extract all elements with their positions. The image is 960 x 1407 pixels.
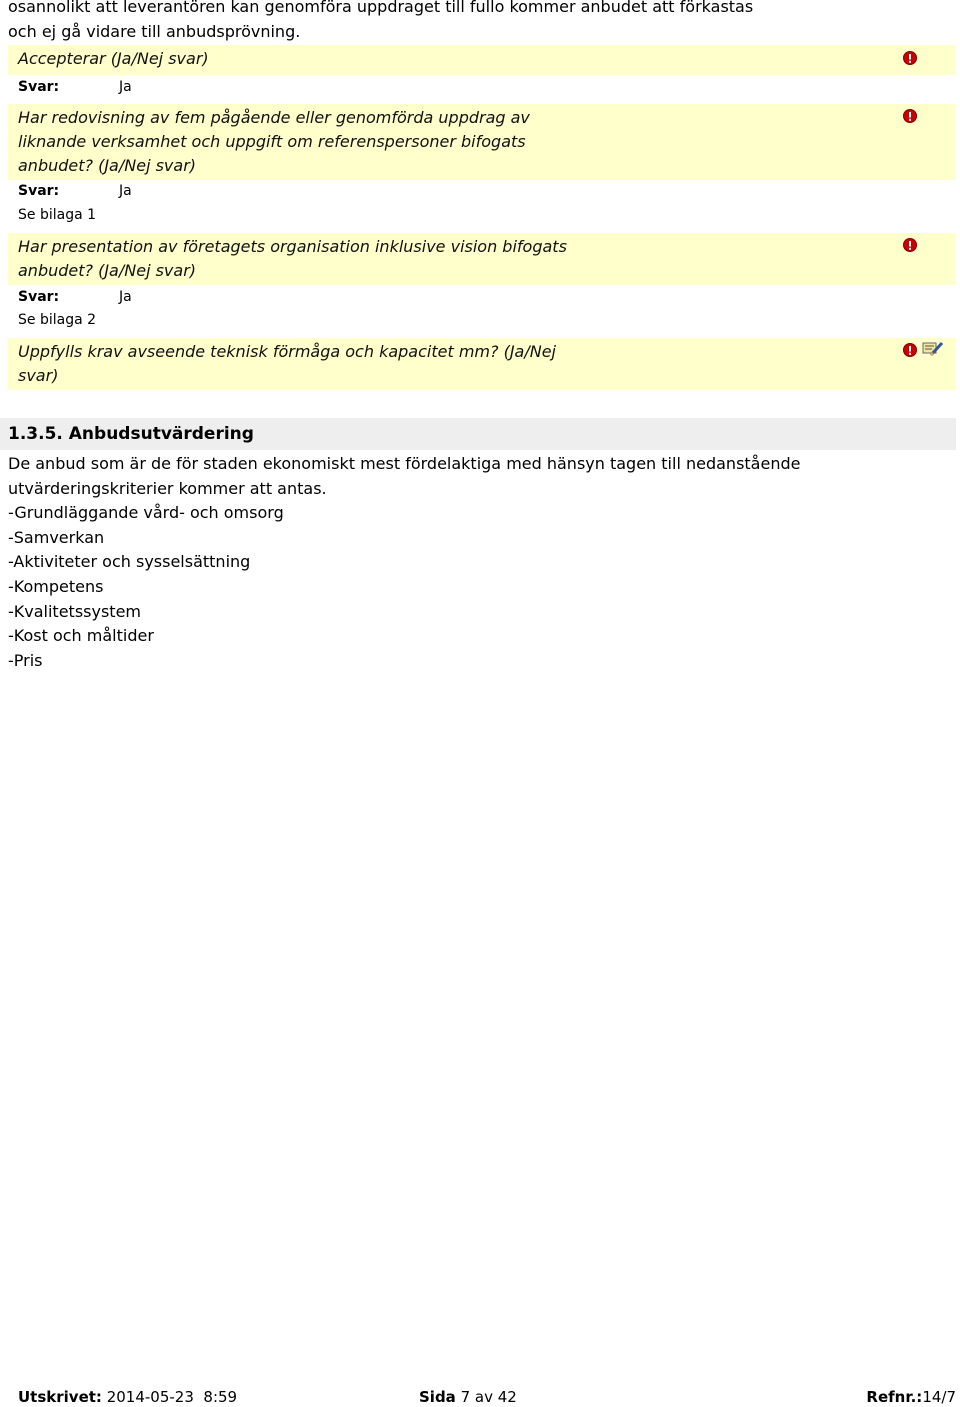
comment-pencil-icon[interactable] bbox=[922, 340, 944, 358]
intro-paragraph bbox=[8, 0, 948, 44]
intro-line-2: och ej gå vidare till anbudsprövning. bbox=[8, 22, 301, 41]
question-1 bbox=[8, 45, 956, 75]
answer-value: Ja bbox=[119, 289, 132, 305]
section-paragraph: De anbud som är de för staden ekonomiskt mest fördelaktiga med hänsyn tagen till nedanstående utvärderingskriterier kommer att antas. bbox=[8, 454, 801, 498]
criteria-item: -Samverkan bbox=[8, 527, 105, 547]
footer-printed-value: 2014-05-23 8:59 bbox=[106, 1388, 238, 1406]
criteria-item: -Kompetens bbox=[8, 576, 104, 596]
question-2-answer bbox=[18, 181, 132, 201]
warning-icon bbox=[903, 109, 917, 123]
question-2 bbox=[8, 104, 956, 180]
footer-printed bbox=[18, 1387, 237, 1407]
question-1-text: Accepterar (Ja/Nej svar) bbox=[18, 49, 209, 68]
question-4-text: Uppfylls krav avseende teknisk förmåga och kapacitet mm? (Ja/Nej svar) bbox=[18, 342, 556, 385]
question-1-answer bbox=[18, 77, 132, 97]
criteria-item: -Grundläggande vård- och omsorg bbox=[8, 503, 284, 523]
question-4 bbox=[8, 338, 956, 390]
answer-label: Svar: bbox=[18, 79, 60, 95]
criteria-item: -Kost och måltider bbox=[8, 626, 154, 646]
question-2-note: Se bilaga 1 bbox=[18, 207, 97, 223]
question-3-note: Se bilaga 2 bbox=[18, 312, 97, 328]
footer-ref-value: 14/7 bbox=[922, 1388, 956, 1406]
question-3-answer bbox=[18, 287, 132, 307]
criteria-item: -Pris bbox=[8, 650, 43, 670]
answer-value: Ja bbox=[119, 79, 132, 95]
warning-icon bbox=[903, 238, 917, 252]
section-body bbox=[8, 452, 948, 673]
answer-value: Ja bbox=[119, 183, 132, 199]
question-3 bbox=[8, 233, 956, 285]
answer-label: Svar: bbox=[18, 289, 60, 305]
question-2-text: Har redovisning av fem pågående eller genomförda uppdrag av liknande verksamhet och uppgift om referenspersoner bifogats anbudet? (Ja/Nej svar) bbox=[18, 108, 530, 175]
footer-printed-label: Utskrivet: bbox=[18, 1388, 102, 1406]
criteria-item: -Aktiviteter och sysselsättning bbox=[8, 552, 251, 572]
footer-page-value: 7 av 42 bbox=[460, 1388, 517, 1406]
intro-line-1: osannolikt att leverantören kan genomföra uppdraget till fullo kommer anbudet att förkastas bbox=[8, 0, 754, 16]
warning-icon bbox=[903, 343, 917, 357]
footer-ref bbox=[866, 1387, 956, 1407]
question-3-text: Har presentation av företagets organisation inklusive vision bifogats anbudet? (Ja/Nej svar) bbox=[18, 237, 567, 280]
footer-page-label: Sida bbox=[419, 1388, 456, 1406]
section-heading: 1.3.5. Anbudsutvärdering bbox=[0, 418, 956, 450]
footer-ref-label: Refnr.: bbox=[866, 1388, 923, 1406]
criteria-item: -Kvalitetssystem bbox=[8, 601, 141, 621]
warning-icon bbox=[903, 51, 917, 65]
answer-label: Svar: bbox=[18, 183, 60, 199]
footer-page bbox=[419, 1387, 517, 1407]
